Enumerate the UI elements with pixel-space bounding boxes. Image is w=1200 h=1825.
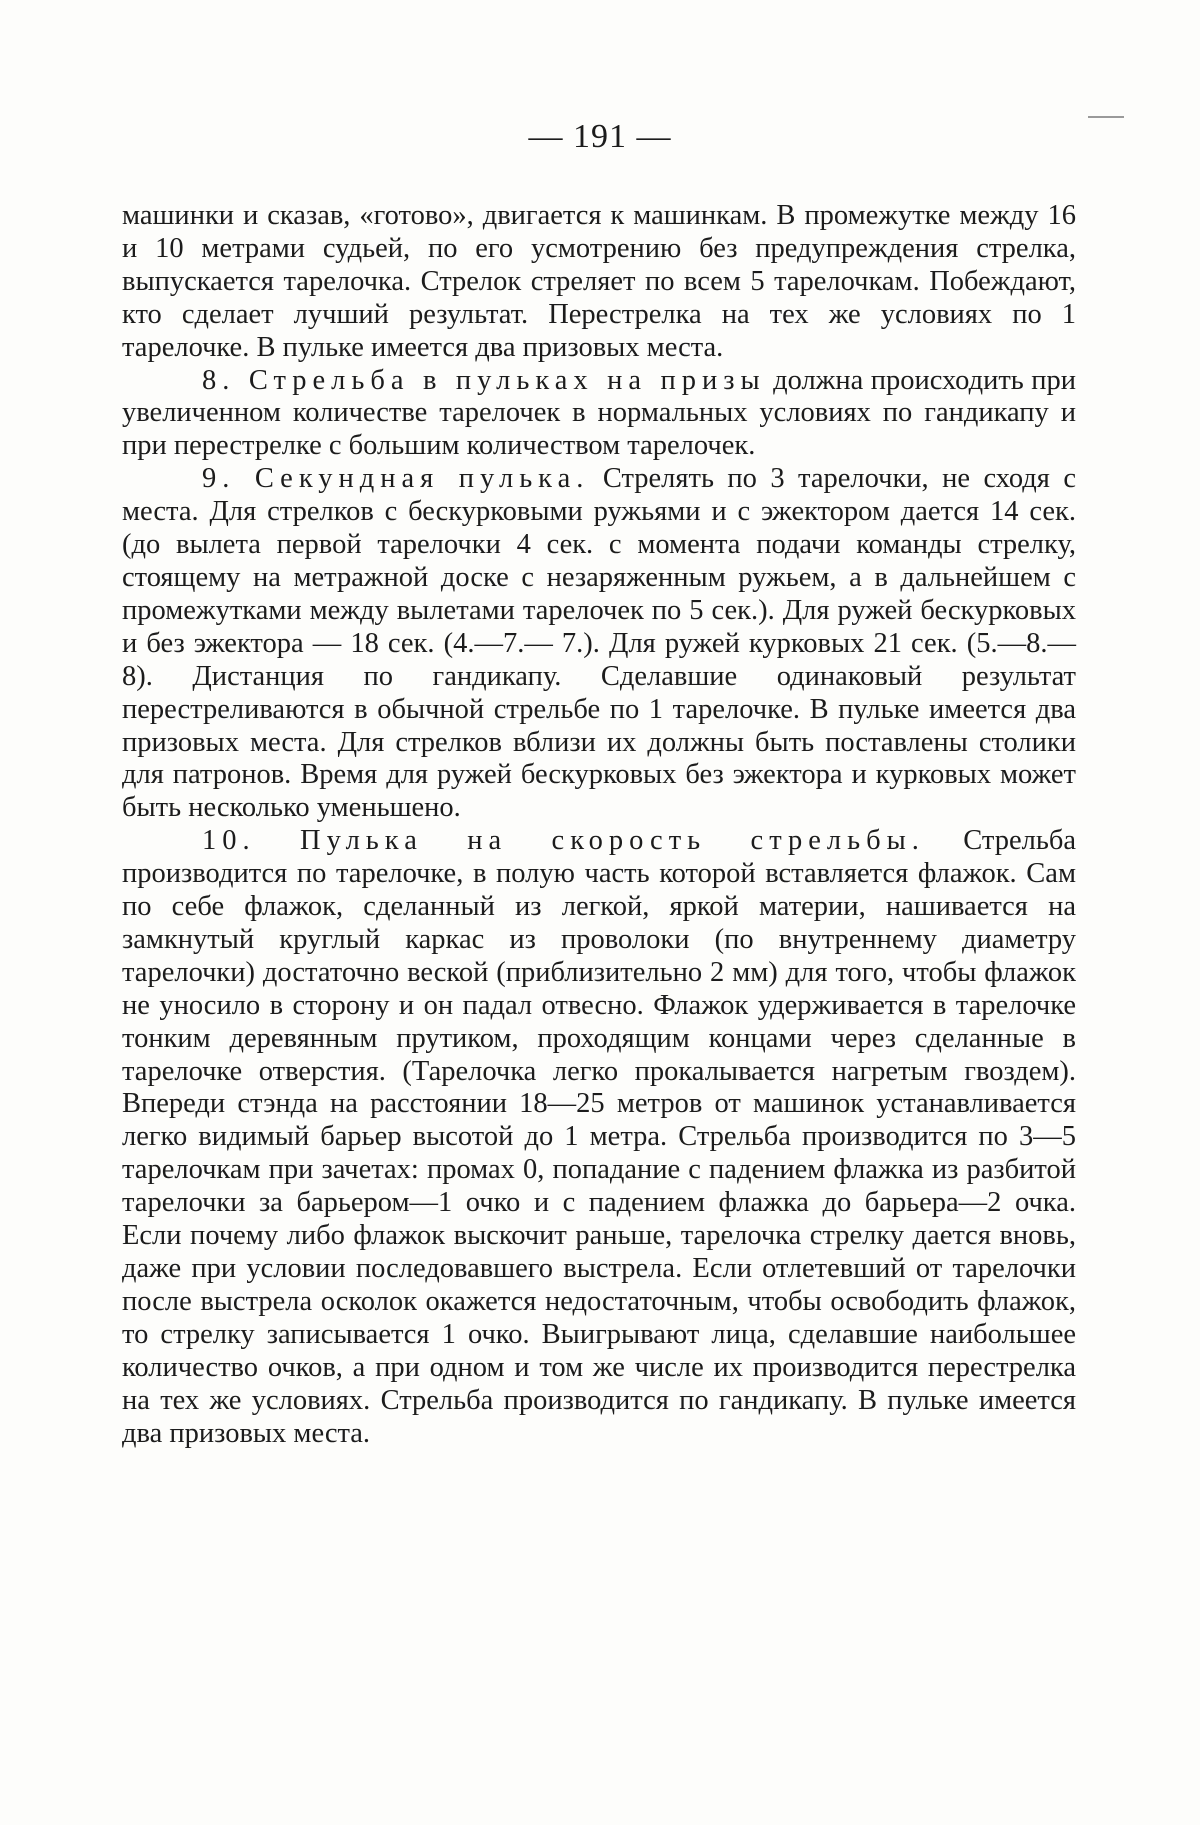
paragraph-10-speed-pool bbox=[122, 825, 1076, 1450]
section-heading-9: 9. Секундная пулька. bbox=[202, 463, 590, 495]
paragraph-continuation bbox=[122, 200, 1076, 365]
paragraph-text: должна происходить при увеличенном количестве тарелочек в нормальных условиях по гандикапу и при перестрелке с большим количеством тарелочек. bbox=[122, 364, 1076, 462]
section-heading-10: 10. Пулька на скорость стрельбы. bbox=[202, 825, 925, 857]
paragraph-9-seconds-pool bbox=[122, 463, 1076, 825]
paragraph-8-prize-pools bbox=[122, 365, 1076, 464]
paragraph-text: Стрельба производится по тарелочке, в полую часть которой вставляется флажок. Сам по себе флажок, сделанный из легкой, яркой материи, нашивается на замкнутый круглый каркас из проволоки (по внутреннему диаметру тарелочки) достаточно веской (приблизительно 2 мм) для того, чтобы флажок не уносило в сторону и он падал отвесно. Флажок удерживается в тарелочке тонким деревянным прутиком, проходящим концами через сделанные в тарелочке отверстия. (Тарелочка легко прокалывается нагретым гвоздем). Впереди стэнда на расстоянии 18—25 метров от машинок устанавливается легко видимый барьер высотой до 1 метра. Стрельба производится по 3—5 тарелочкам при зачетах: промах 0, попадание с падением флажка из разбитой тарелочки за барьером—1 очко и с падением флажка до барьера—2 очка. Если почему либо флажок выскочит раньше, тарелочка стрелку дается вновь, даже при условии последовавшего выстрела. Если отлетевший от тарелочки после выстрела осколок окажется недостаточным, чтобы освободить флажок, то стрелку записывается 1 очко. Выигрывают лица, сделавшие наибольшее количество очков, а при одном и том же числе их производится перестрелка на тех же условиях. Стрельба производится по гандикапу. В пульке имеется два призовых места. bbox=[122, 825, 1076, 1449]
page-number: — 191 — bbox=[528, 118, 672, 155]
section-heading-8: 8. Стрельба в пульках на призы bbox=[202, 364, 766, 396]
scan-mark bbox=[1088, 116, 1124, 118]
paragraph-text: Стрелять по 3 тарелочки, не сходя с места. Для стрелков с бескурковыми ружьями и с эжектором дается 14 сек. (до вылета первой тарелочки 4 сек. с момента подачи команды стрелку, стоящему на метражной доске с незаряженным ружьем, а в дальнейшем с промежутками между вылетами тарелочек по 5 сек.). Для ружей бескурковых и без эжектора — 18 сек. (4.—7.— 7.). Для ружей курковых 21 сек. (5.—8.—8). Дистанция по гандикапу. Сделавшие одинаковый результат перестреливаются в обычной стрельбе по 1 тарелочке. В пульке имеется два призовых места. Для стрелков вблизи их должны быть поставлены столики для патронов. Время для ружей бескурковых без эжектора и курковых может быть несколько уменьшено. bbox=[122, 463, 1077, 824]
body-text bbox=[122, 200, 1076, 1450]
paragraph-text: машинки и сказав, «готово», двигается к машинкам. В промежутке между 16 и 10 метрами судьей, по его усмотрению без предупреждения стрелка, выпускается тарелочка. Стрелок стреляет по всем 5 тарелочкам. Побеждают, кто сделает лучший результат. Перестрелка на тех же условиях по 1 тарелочке. В пульке имеется два призовых места. bbox=[122, 200, 1076, 363]
